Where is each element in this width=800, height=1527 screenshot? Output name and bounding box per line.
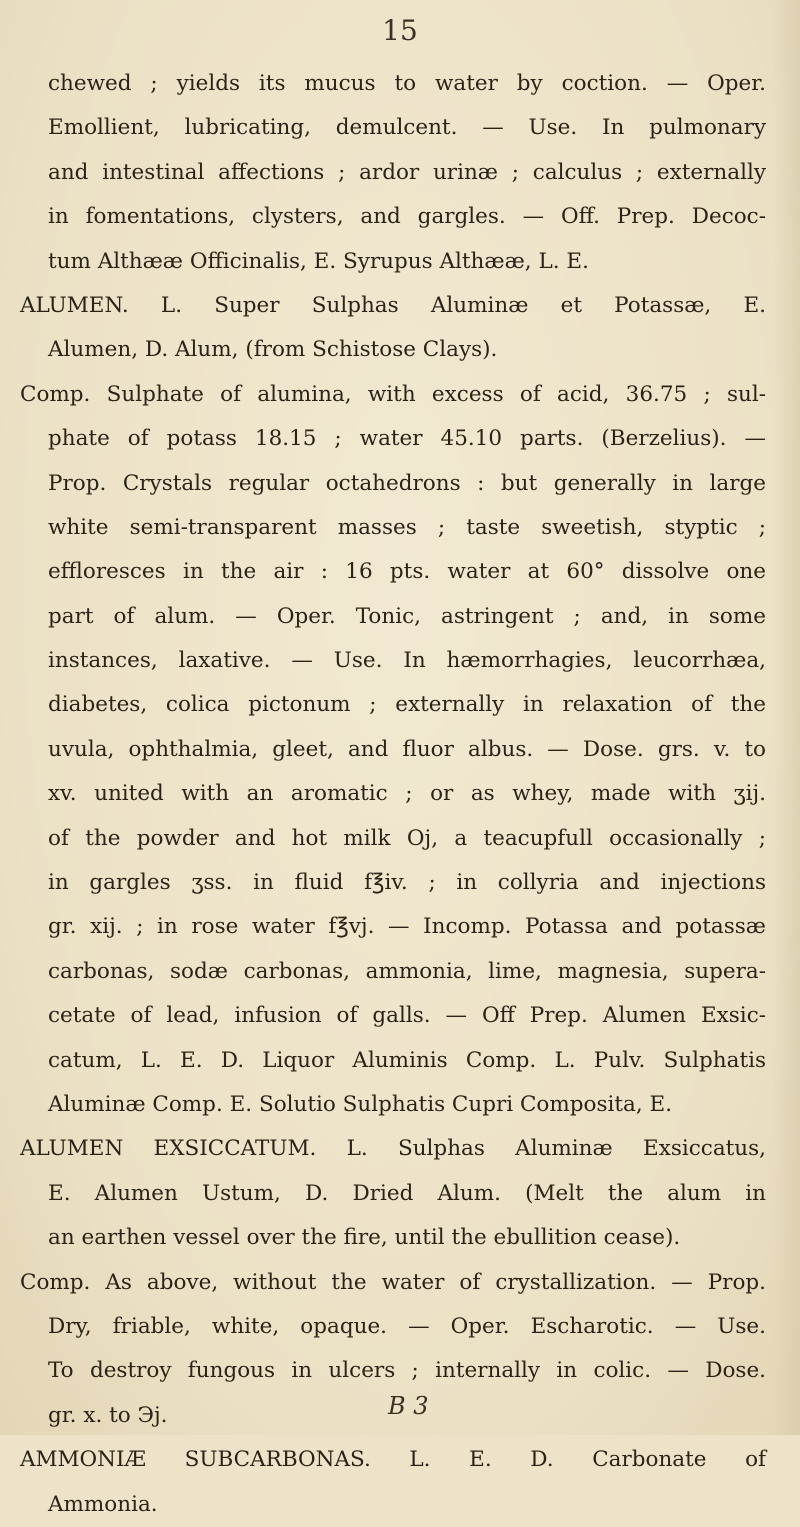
text-line: cetate of lead, infusion of galls. — Off Prep. Alumen Exsic-: [48, 1003, 766, 1029]
text-line: part of alum. — Oper. Tonic, astringent ; and, in some: [48, 603, 766, 629]
entry-heading-alumen: ALUMEN. L. Super Sulphas Aluminæ et Potassæ, E.: [20, 292, 766, 318]
entry-heading-alumen-exsiccatum: ALUMEN EXSICCATUM. L. Sulphas Aluminæ Exsiccatus,: [20, 1136, 766, 1162]
text-line: white semi-transparent masses ; taste sweetish, styptic ;: [48, 514, 766, 540]
text-line: Aluminæ Comp. E. Solutio Sulphatis Cupri Composita, E.: [48, 1091, 673, 1117]
text-line: tum Althææ Officinalis, E. Syrupus Althææ, L. E.: [48, 248, 589, 274]
entry-heading-ammoniae: AMMONIÆ SUBCARBONAS. L. E. D. Carbonate of: [20, 1447, 766, 1473]
text-line: effloresces in the air : 16 pts. water at 60° dissolve one: [48, 559, 766, 585]
text-line: xv. united with an aromatic ; or as whey, made with ʒij.: [48, 781, 766, 807]
text-line: uvula, ophthalmia, gleet, and fluor albus. — Dose. grs. v. to: [48, 736, 766, 762]
text-line: in gargles ʒss. in fluid f℥iv. ; in collyria and injections: [48, 870, 766, 896]
text-line: phate of potass 18.15 ; water 45.10 parts. (Berzelius). —: [48, 426, 766, 452]
text-line: Comp. Sulphate of alumina, with excess of acid, 36.75 ; sul-: [20, 381, 766, 407]
text-line: and intestinal affections ; ardor urinæ ; calculus ; externally: [48, 159, 766, 185]
page-number: 15: [382, 14, 418, 47]
text-line: catum, L. E. D. Liquor Aluminis Comp. L. Pulv. Sulphatis: [48, 1047, 766, 1073]
page-edge-shadow: [772, 0, 800, 1435]
text-line: of the powder and hot milk Oj, a teacupfull occasionally ;: [48, 825, 766, 851]
text-line: Ammonia.: [48, 1491, 158, 1517]
text-line: E. Alumen Ustum, D. Dried Alum. (Melt the alum in: [48, 1180, 766, 1206]
text-line: Prop. Crystals regular octahedrons : but generally in large: [48, 470, 766, 496]
text-line: Alumen, D. Alum, (from Schistose Clays).: [48, 337, 498, 363]
text-line: in fomentations, clysters, and gargles. — Off. Prep. Decoc-: [48, 204, 766, 230]
text-line: an earthen vessel over the fire, until the ebullition cease).: [48, 1225, 681, 1251]
text-line: carbonas, sodæ carbonas, ammonia, lime, magnesia, supera-: [48, 958, 766, 984]
text-line: gr. x. to Эj.: [48, 1402, 168, 1428]
text-line: chewed ; yields its mucus to water by coction. — Oper.: [48, 71, 766, 96]
text-line: gr. xij. ; in rose water f℥vj. — Incomp. Potassa and potassæ: [48, 914, 766, 940]
text-line: Emollient, lubricating, demulcent. — Use. In pulmonary: [48, 115, 766, 141]
page-text: [0, 62, 800, 1527]
text-line: Dry, friable, white, opaque. — Oper. Escharotic. — Use.: [48, 1313, 766, 1339]
text-line: Comp. As above, without the water of crystallization. — Prop.: [20, 1269, 766, 1295]
text-line: To destroy fungous in ulcers ; internally in colic. — Dose.: [48, 1358, 766, 1384]
text-line: instances, laxative. — Use. In hæmorrhagies, leucorrhæa,: [48, 648, 766, 674]
signature-mark: B 3: [388, 1392, 429, 1420]
text-line: diabetes, colica pictonum ; externally in relaxation of the: [48, 692, 766, 718]
